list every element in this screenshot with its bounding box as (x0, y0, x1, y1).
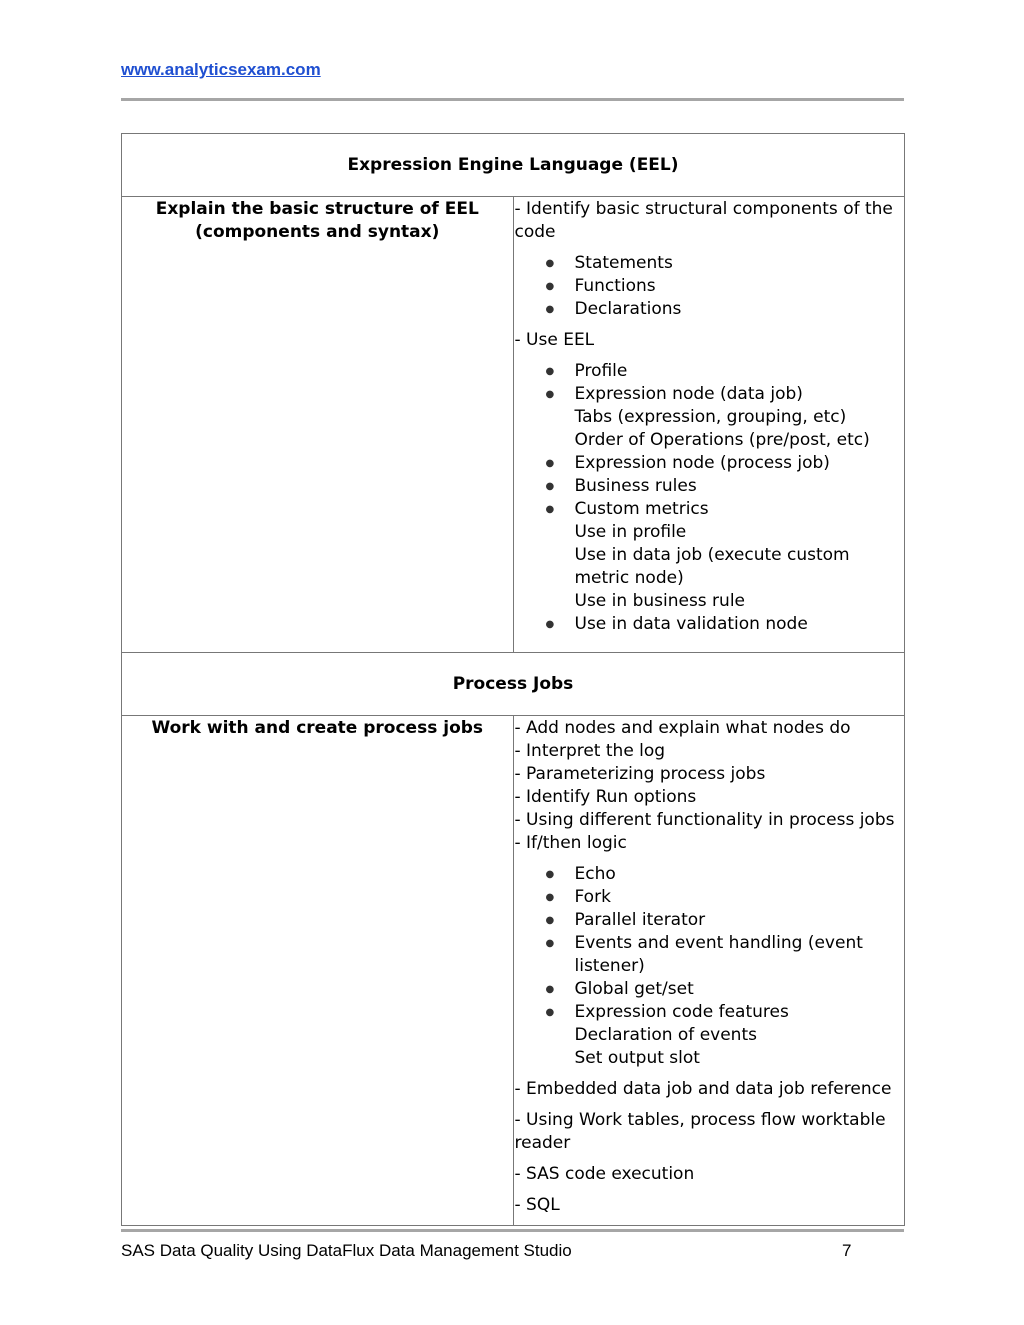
list-item: ● Statements (546, 252, 905, 275)
header-rule (121, 98, 904, 101)
list-item: - Identify Run options (514, 787, 697, 807)
list-item: ● Profile (546, 360, 905, 383)
list-item: - Use EEL (514, 330, 595, 350)
sub-item: Use in business rule (574, 591, 746, 611)
site-link[interactable]: www.analyticsexam.com (121, 60, 321, 79)
list-item (546, 383, 905, 452)
bullet-list (515, 252, 905, 321)
section-header-row (122, 134, 905, 197)
list-item: - Interpret the log (514, 741, 666, 761)
list-item: - If/then logic (514, 833, 627, 853)
sub-item: Tabs (expression, grouping, etc) (574, 407, 847, 427)
list-item: ● Events and event handling (event listener) (546, 932, 905, 978)
sub-item: Set output slot (574, 1048, 700, 1068)
list-item: ● Use in data validation node (546, 613, 905, 636)
list-item-label: Custom metrics (574, 499, 709, 519)
bullet-list (515, 360, 905, 636)
bullet-list (515, 863, 905, 1070)
footer-rule (121, 1229, 904, 1232)
topic-eel-structure: Explain the basic structure of EEL (components and syntax) (122, 197, 514, 653)
list-item-label: Expression code features (574, 1002, 789, 1022)
list-item: - Embedded data job and data job reference (514, 1079, 892, 1099)
list-item: - SQL (514, 1195, 560, 1215)
list-item (546, 1001, 905, 1070)
list-item: - Parameterizing process jobs (514, 764, 766, 784)
sub-item: Declaration of events (574, 1025, 757, 1045)
section-title-eel: Expression Engine Language (EEL) (122, 134, 905, 197)
list-item: - Using Work tables, process flow worktable reader (514, 1110, 886, 1153)
table-row (122, 197, 905, 653)
details-eel (513, 197, 905, 653)
page-number: 7 (842, 1241, 852, 1260)
list-item: - Using different functionality in process jobs (514, 810, 895, 830)
list-item: ● Functions (546, 275, 905, 298)
list-item: ● Parallel iterator (546, 909, 905, 932)
sub-item: Use in profile (574, 522, 687, 542)
list-item: - Identify basic structural components of the code (514, 199, 893, 242)
footer-title: SAS Data Quality Using DataFlux Data Management Studio (121, 1241, 572, 1260)
list-item: ● Business rules (546, 475, 905, 498)
section-title-process-jobs: Process Jobs (122, 653, 905, 716)
sub-item: Order of Operations (pre/post, etc) (574, 430, 870, 450)
section-header-row (122, 653, 905, 716)
syllabus-table (121, 133, 905, 1226)
list-item-label: Expression node (data job) (574, 384, 803, 404)
list-item: ● Echo (546, 863, 905, 886)
details-process-jobs (513, 716, 905, 1226)
list-item: ● Declarations (546, 298, 905, 321)
list-item: - Add nodes and explain what nodes do (514, 718, 851, 738)
list-item: ● Fork (546, 886, 905, 909)
table-row (122, 716, 905, 1226)
topic-process-jobs: Work with and create process jobs (122, 716, 514, 1226)
list-item (546, 498, 905, 613)
sub-item: Use in data job (execute custom metric node) (574, 545, 850, 588)
list-item: - SAS code execution (514, 1164, 695, 1184)
list-item: ● Global get/set (546, 978, 905, 1001)
list-item: ● Expression node (process job) (546, 452, 905, 475)
